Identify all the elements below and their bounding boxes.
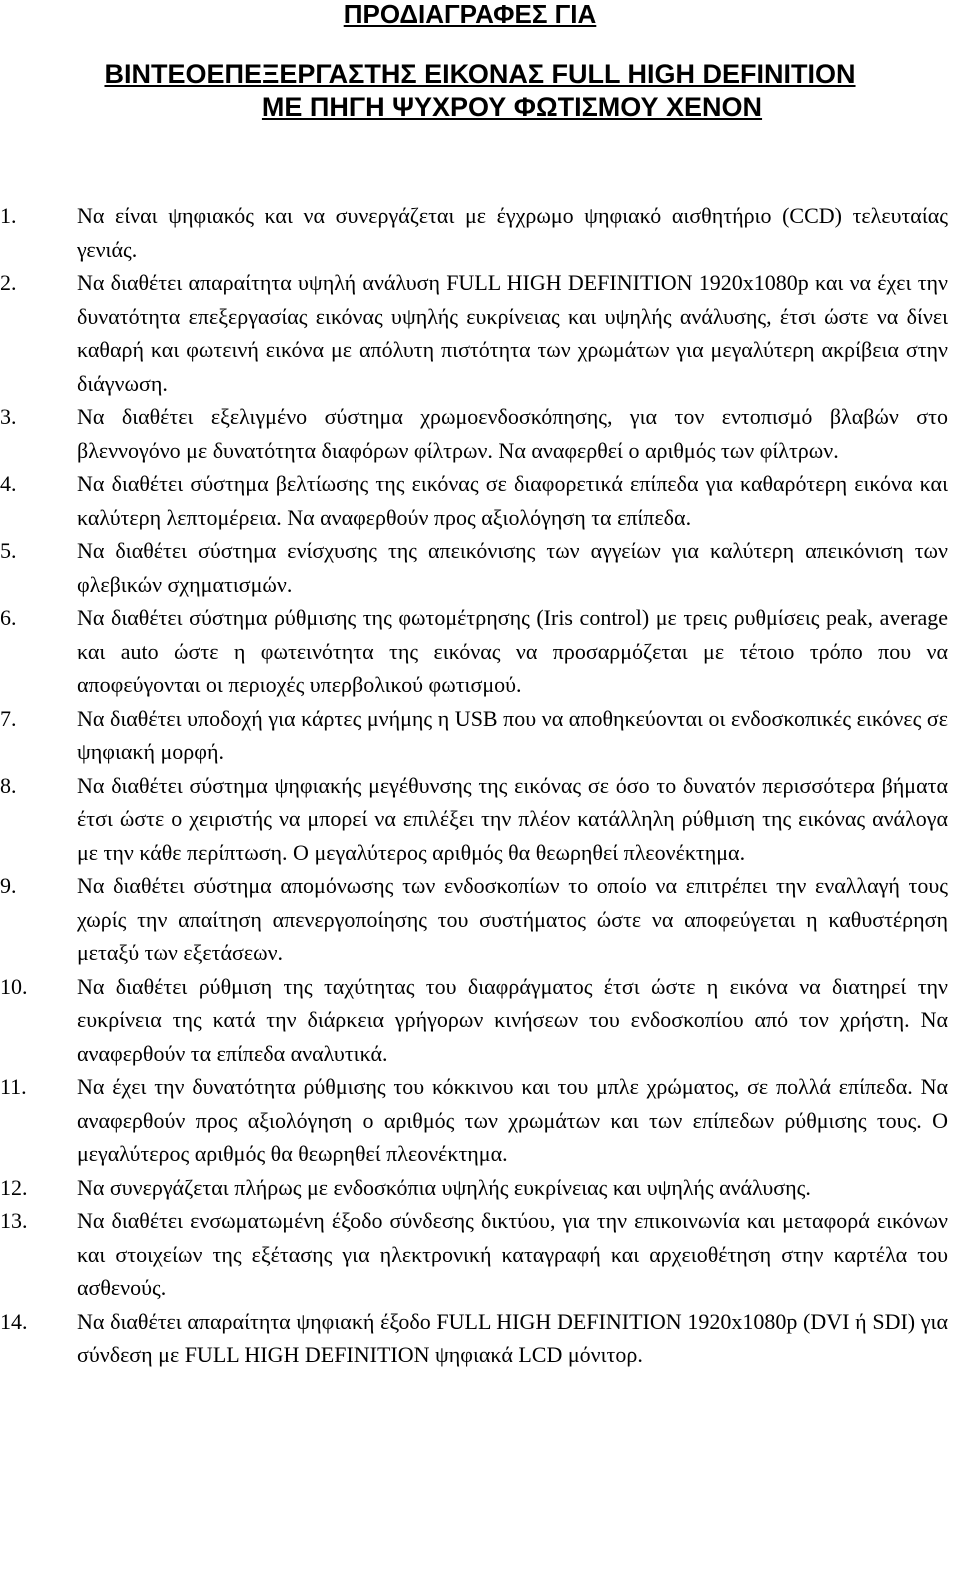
- specification-number: 12.: [0, 1174, 28, 1200]
- specification-item: [0, 869, 948, 970]
- specification-text: Να συνεργάζεται πλήρως με ενδοσκόπια υψηλής ευκρίνειας και υψηλής ανάλυσης.: [77, 1174, 811, 1200]
- specification-number: 9.: [0, 873, 17, 898]
- specification-text: Να διαθέτει απαραίτητα υψηλή ανάλυση FULL HIGH DEFINITION 1920x1080p και να έχει την δυνατότητα επεξεργασίας εικόνας υψηλής ευκρίνειας και υψηλής ανάλυσης, έτσι ώστε να δίνει καθαρή και φωτεινή εικόνα με απόλυτη πιστότητα των χρωμάτων για μεγαλύτερη ακρίβεια στην διάγνωση.: [77, 270, 948, 396]
- specification-item: [0, 400, 948, 467]
- specification-text: Να έχει την δυνατότητα ρύθμισης του κόκκινου και του μπλε χρώματος, σε πολλά επίπεδα. Να αναφερθούν προς αξιολόγηση ο αριθμός των χρωμάτων και των επίπεδων ρύθμισης τους. Ο μεγαλύτερος αριθμός θα θεωρηθεί πλεονέκτημα.: [77, 1074, 948, 1166]
- specification-text: Να διαθέτει σύστημα απομόνωσης των ενδοσκοπίων το οποίο να επιτρέπει την εναλλαγή τους χωρίς την απαίτηση απενεργοποίησης του συστήματος ώστε να αποφεύγεται η καθυστέρηση μεταξύ των εξετάσεων.: [77, 873, 948, 965]
- specification-text: Να είναι ψηφιακός και να συνεργάζεται με έγχρωμο ψηφιακό αισθητήριο (CCD) τελευταίας γενιάς.: [77, 203, 948, 262]
- specification-number: 3.: [0, 404, 17, 429]
- document-title: ΠΡΟΔΙΑΓΡΑΦΕΣ ΓΙΑ: [343, 0, 597, 29]
- specification-item: [0, 1305, 948, 1372]
- document-subtitle-line2: ΜΕ ΠΗΓΗ ΨΥΧΡΟΥ ΦΩΤΙΣΜΟΥ XENON: [261, 92, 763, 122]
- specification-number: 14.: [0, 1308, 28, 1334]
- specification-text: Να διαθέτει εξελιγμένο σύστημα χρωμοενδοσκόπησης, για τον εντοπισμό βλαβών στο βλεννογόνο με δυνατότητα διαφόρων φίλτρων. Να αναφερθεί ο αριθμός των φίλτρων.: [77, 404, 948, 463]
- specification-item: [0, 702, 948, 769]
- specification-text: Να διαθέτει απαραίτητα ψηφιακή έξοδο FULL HIGH DEFINITION 1920x1080p (DVI ή SDI) για σύνδεση με FULL HIGH DEFINITION ψηφιακά LCD μόνιτορ.: [77, 1308, 948, 1367]
- specification-text: Να διαθέτει ρύθμιση της ταχύτητας του διαφράγματος έτσι ώστε η εικόνα να διατηρεί την ευκρίνεια της κατά την διάρκεια γρήγορων κινήσεων του ενδοσκοπίου από τον χρήστη. Να αναφερθούν τα επίπεδα αναλυτικά.: [77, 973, 948, 1066]
- specification-number: 13.: [0, 1208, 28, 1233]
- specification-number: 11.: [0, 1074, 27, 1099]
- specification-text: Να διαθέτει υποδοχή για κάρτες μνήμης η USB που να αποθηκεύονται οι ενδοσκοπικές εικόνες σε ψηφιακή μορφή.: [77, 705, 948, 764]
- specification-item: [0, 467, 948, 534]
- specification-number: 8.: [0, 772, 17, 798]
- specification-item: [0, 534, 948, 601]
- specification-number: 5.: [0, 538, 17, 563]
- specification-number: 4.: [0, 471, 17, 496]
- specification-item: [0, 1204, 948, 1305]
- specification-number: 2.: [0, 270, 17, 295]
- specification-item: [0, 769, 948, 870]
- specification-list: [0, 199, 948, 1372]
- specification-item: [0, 199, 948, 266]
- specification-item: [0, 601, 948, 702]
- specification-number: 7.: [0, 705, 17, 731]
- specification-text: Να διαθέτει σύστημα βελτίωσης της εικόνας σε διαφορετικά επίπεδα για καθαρότερη εικόνα και καλύτερη λεπτομέρεια. Να αναφερθούν προς αξιολόγηση τα επίπεδα.: [77, 471, 948, 530]
- specification-number: 6.: [0, 605, 17, 630]
- document-subtitle-line1: ΒΙΝΤΕΟΕΠΕΞΕΡΓΑΣΤΗΣ ΕΙΚΟΝΑΣ FULL HIGH DEFINITION: [104, 59, 856, 89]
- specification-item: [0, 970, 948, 1071]
- specification-text: Να διαθέτει σύστημα ψηφιακής μεγέθυνσης της εικόνας σε όσο το δυνατόν περισσότερα βήματα έτσι ώστε ο χειριστής να μπορεί να επιλέξει την πλέον κατάλληλη ρύθμιση της εικόνας ανάλογα με την κάθε περίπτωση. Ο μεγαλύτερος αριθμός θα θεωρηθεί πλεονέκτημα.: [77, 772, 948, 865]
- specification-text: Να διαθέτει σύστημα ενίσχυσης της απεικόνισης των αγγείων για καλύτερη απεικόνιση των φλεβικών σχηματισμών.: [77, 538, 948, 597]
- specification-item: [0, 1070, 948, 1171]
- specification-text: Να διαθέτει ενσωματωμένη έξοδο σύνδεσης δικτύου, για την επικοινωνία και μεταφορά εικόνων και στοιχείων της εξέτασης για ηλεκτρονική καταγραφή και αρχειοθέτηση στην καρτέλα του ασθενούς.: [77, 1208, 948, 1300]
- specification-item: [0, 1171, 948, 1205]
- specification-text: Να διαθέτει σύστημα ρύθμισης της φωτομέτρησης (Iris control) με τρεις ρυθμίσεις peak, average και auto ώστε η φωτεινότητα της εικόνας να προσαρμόζεται με τέτοιο τρόπο που να αποφεύγονται οι περιοχές υπερβολικού φωτισμού.: [77, 605, 948, 697]
- specification-number: 1.: [0, 203, 17, 228]
- specification-item: [0, 266, 948, 400]
- specification-number: 10.: [0, 973, 28, 999]
